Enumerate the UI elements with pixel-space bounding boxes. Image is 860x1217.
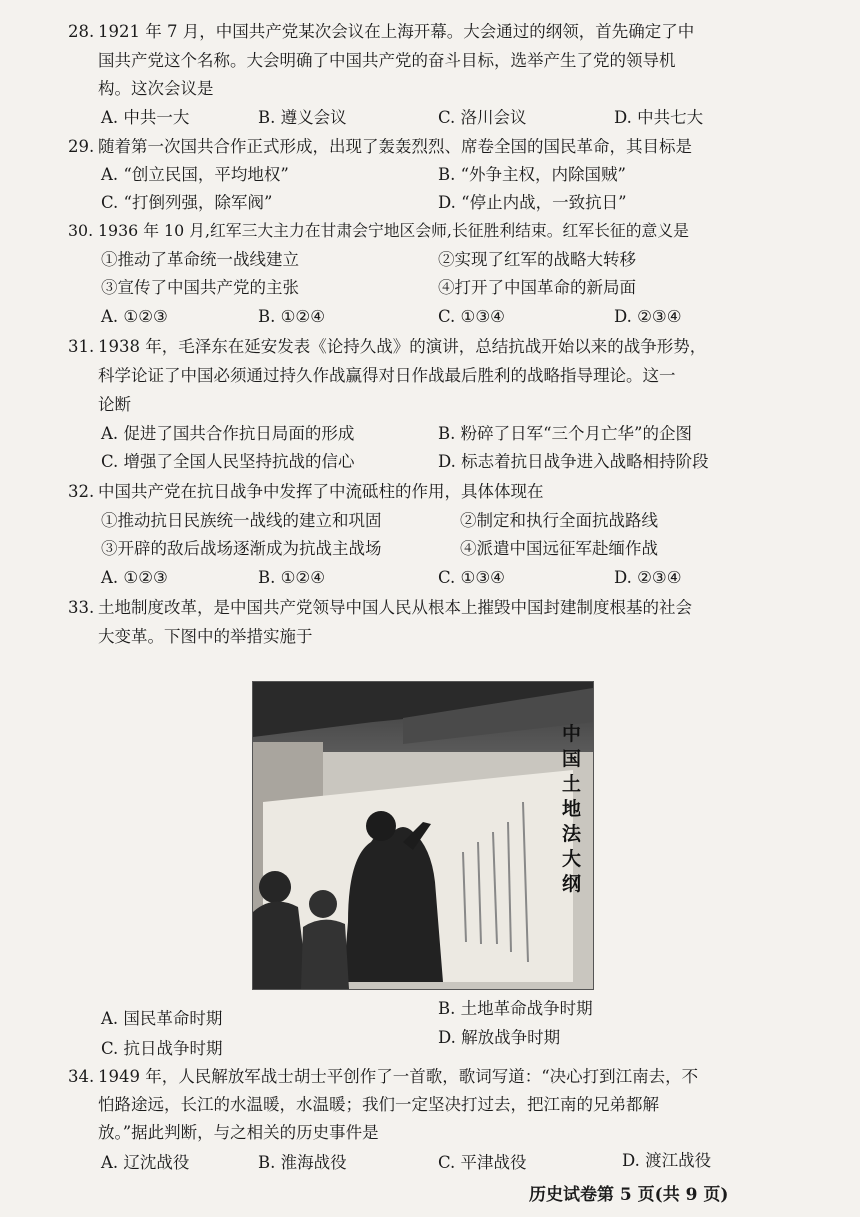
question-34-line-2: 怕路途远，长江的水温暖，水温暖；我们一定坚决打过去，把江南的兄弟都解 [98, 1095, 659, 1114]
q34-option-c: C. 平津战役 [438, 1153, 527, 1172]
q33-option-b: B. 土地革命战争时期 [438, 999, 593, 1018]
question-32-line-1: 32. 中国共产党在抗日战争中发挥了中流砥柱的作用，具体体现在 [68, 482, 544, 501]
q30-item-2: ②实现了红军的战略大转移 [438, 250, 636, 269]
q32-option-a: A. ①②③ [101, 568, 168, 587]
q28-option-b: B. 遵义会议 [258, 108, 347, 127]
q29-option-b: B. “外争主权，内除国贼” [438, 165, 626, 184]
q32-option-b: B. ①②④ [258, 568, 325, 587]
q32-option-c: C. ①③④ [438, 568, 505, 587]
question-28-line-3: 构。这次会议是 [98, 79, 214, 98]
q30-item-4: ④打开了中国革命的新局面 [438, 278, 636, 297]
q30-option-a: A. ①②③ [101, 307, 168, 326]
q32-option-d: D. ②③④ [614, 568, 682, 587]
q30-option-b: B. ①②④ [258, 307, 325, 326]
question-31-line-1: 31. 1938 年，毛泽东在延安发表《论持久战》的演讲，总结抗战开始以来的战争形势， [68, 337, 707, 356]
question-31-line-3: 论断 [98, 395, 131, 414]
banner-char: 国 [562, 748, 582, 770]
banner-char: 中 [562, 723, 582, 745]
q32-item-1: ①推动抗日民族统一战线的建立和巩固 [101, 511, 382, 530]
question-30-line-1: 30. 1936 年 10 月,红军三大主力在甘肃会宁地区会师,长征胜利结束。红军长征的意义是 [68, 221, 689, 240]
banner-char: 土 [562, 773, 582, 795]
question-29-line-1: 29. 随着第一次国共合作正式形成，出现了轰轰烈烈、席卷全国的国民革命，其目标是 [68, 137, 692, 156]
q30-item-3: ③宣传了中国共产党的主张 [101, 278, 299, 297]
banner-char: 大 [562, 848, 582, 870]
question-28-line-1: 28. 1921 年 7 月，中国共产党某次会议在上海开幕。大会通过的纲领，首先确定了中 [68, 22, 695, 41]
banner-char: 纲 [562, 873, 582, 895]
q30-option-c: C. ①③④ [438, 307, 505, 326]
q31-option-b: B. 粉碎了日军“三个月亡华”的企图 [438, 424, 692, 443]
q34-option-d: D. 渡江战役 [622, 1151, 712, 1170]
question-34-line-1: 34. 1949 年，人民解放军战士胡士平创作了一首歌，歌词写道：“决心打到江南去，不 [68, 1067, 699, 1086]
question-33-line-2: 大变革。下图中的举措实施于 [98, 627, 313, 646]
q33-option-d: D. 解放战争时期 [438, 1028, 561, 1047]
q28-option-c: C. 洛川会议 [438, 108, 527, 127]
q28-option-a: A. 中共一大 [101, 108, 190, 127]
q31-option-d: D. 标志着抗日战争进入战略相持阶段 [438, 452, 709, 471]
land-reform-photo [252, 681, 594, 990]
q29-option-a: A. “创立民国，平均地权” [101, 165, 289, 184]
q32-item-4: ④派遣中国远征军赴缅作战 [460, 539, 658, 558]
land-reform-photo-image [253, 682, 593, 989]
q32-item-2: ②制定和执行全面抗战路线 [460, 511, 658, 530]
q34-option-b: B. 淮海战役 [258, 1153, 347, 1172]
photo-banner-title [562, 722, 582, 895]
question-34-line-3: 放。”据此判断，与之相关的历史事件是 [98, 1123, 379, 1142]
q29-option-d: D. “停止内战，一致抗日” [438, 193, 627, 212]
q30-option-d: D. ②③④ [614, 307, 682, 326]
q28-option-d: D. 中共七大 [614, 108, 704, 127]
q30-item-1: ①推动了革命统一战线建立 [101, 250, 299, 269]
q31-option-c: C. 增强了全国人民坚持抗战的信心 [101, 452, 355, 471]
q31-option-a: A. 促进了国共合作抗日局面的形成 [101, 424, 355, 443]
q33-option-c: C. 抗日战争时期 [101, 1039, 223, 1058]
question-28-line-2: 国共产党这个名称。大会明确了中国共产党的奋斗目标，选举产生了党的领导机 [98, 51, 676, 70]
q29-option-c: C. “打倒列强，除军阀” [101, 193, 273, 212]
q34-option-a: A. 辽沈战役 [101, 1153, 190, 1172]
q32-item-3: ③开辟的敌后战场逐渐成为抗战主战场 [101, 539, 382, 558]
banner-char: 法 [562, 823, 582, 845]
banner-char: 地 [562, 798, 582, 820]
question-31-line-2: 科学论证了中国必须通过持久作战赢得对日作战最后胜利的战略指导理论。这一 [98, 366, 676, 385]
q33-option-a: A. 国民革命时期 [101, 1009, 223, 1028]
page-footer: 历史试卷第 5 页(共 9 页) [529, 1185, 729, 1205]
question-33-line-1: 33. 土地制度改革，是中国共产党领导中国人民从根本上摧毁中国封建制度根基的社会 [68, 598, 692, 617]
